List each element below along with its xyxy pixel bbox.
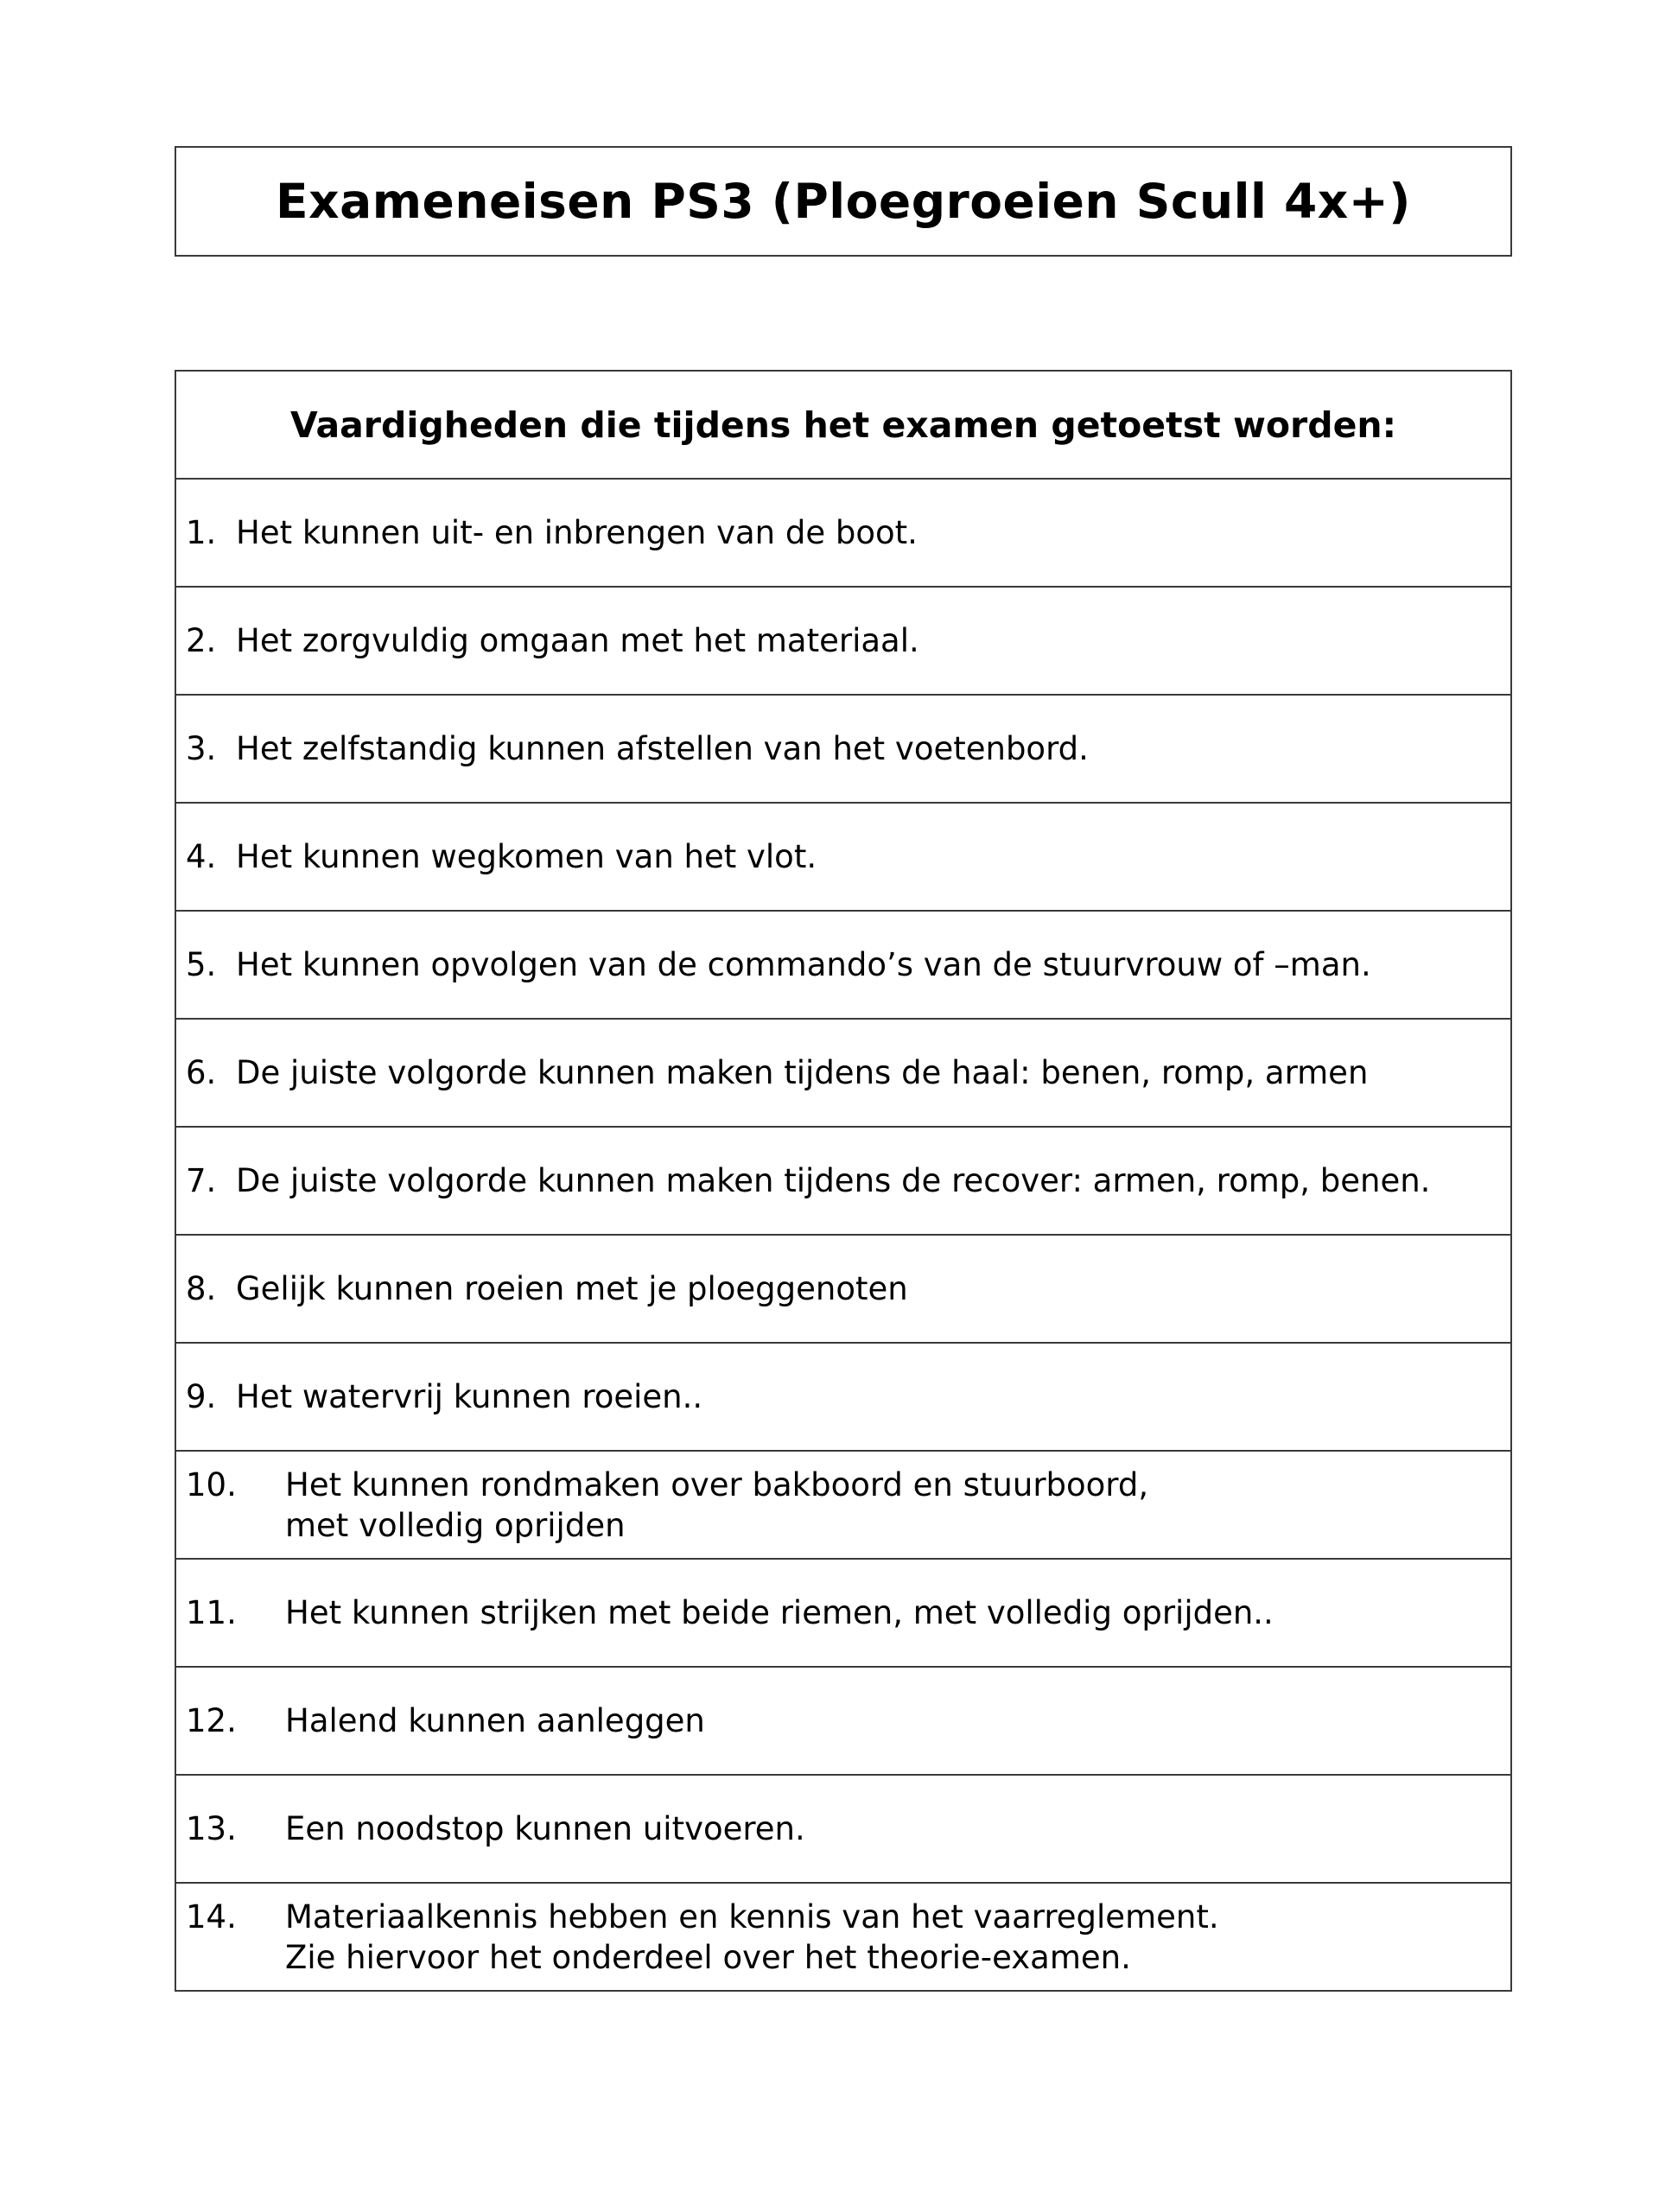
table-row xyxy=(175,911,1511,1019)
table-cell xyxy=(175,479,1511,587)
item-text: Het watervrij kunnen roeien.. xyxy=(236,1378,703,1415)
table-cell xyxy=(175,911,1511,1019)
table-cell xyxy=(175,587,1511,695)
item-number: 12. xyxy=(186,1702,237,1739)
table-row xyxy=(175,695,1511,803)
item-text: Het zorgvuldig omgaan met het materiaal. xyxy=(236,622,919,659)
skills-table xyxy=(175,370,1512,1992)
table-cell xyxy=(175,1883,1511,1991)
table-cell xyxy=(175,1775,1511,1883)
table-row xyxy=(175,479,1511,587)
item-number: 9. xyxy=(186,1378,217,1415)
item-text: De juiste volgorde kunnen maken tijdens de recover: armen, romp, benen. xyxy=(236,1162,1431,1199)
item-number: 7. xyxy=(186,1162,217,1199)
table-cell xyxy=(175,1235,1511,1343)
title-box xyxy=(175,146,1512,257)
item-text: De juiste volgorde kunnen maken tijdens de haal: benen, romp, armen xyxy=(236,1054,1369,1091)
table-cell xyxy=(175,695,1511,803)
item-text: Het kunnen wegkomen van het vlot. xyxy=(236,838,817,875)
table-cell xyxy=(175,1019,1511,1127)
table-row xyxy=(175,1667,1511,1775)
table-cell xyxy=(175,1343,1511,1451)
table-row xyxy=(175,587,1511,695)
table-cell xyxy=(175,1667,1511,1775)
item-number: 2. xyxy=(186,622,217,659)
item-number: 3. xyxy=(186,730,217,767)
item-text: Materiaalkennis hebben en kennis van het vaarreglement. Zie hiervoor het onderdeel over het theorie-examen. xyxy=(285,1897,1219,1976)
item-text: Gelijk kunnen roeien met je ploeggenoten xyxy=(236,1270,908,1307)
item-text: Het kunnen opvolgen van de commando’s van de stuurvrouw of –man. xyxy=(236,946,1371,983)
table-row xyxy=(175,1883,1511,1991)
table-row xyxy=(175,1343,1511,1451)
document-title: Exameneisen PS3 (Ploegroeien Scull 4x+) xyxy=(276,174,1411,229)
item-text: Het zelfstandig kunnen afstellen van het voetenbord. xyxy=(236,730,1089,767)
item-text: Het kunnen rondmaken over bakboord en stuurboord, met volledig oprijden xyxy=(285,1465,1149,1544)
table-row xyxy=(175,1235,1511,1343)
item-number: 11. xyxy=(186,1594,237,1631)
item-text: Het kunnen strijken met beide riemen, met volledig oprijden.. xyxy=(285,1594,1274,1631)
table-cell xyxy=(175,1451,1511,1559)
table-header-row xyxy=(175,371,1511,479)
item-number: 14. xyxy=(186,1897,237,1936)
item-number: 8. xyxy=(186,1270,217,1307)
item-number: 6. xyxy=(186,1054,217,1091)
item-text: Het kunnen uit- en inbrengen van de boot. xyxy=(236,514,918,551)
table-cell xyxy=(175,1559,1511,1667)
table-row xyxy=(175,1775,1511,1883)
item-text: Een noodstop kunnen uitvoeren. xyxy=(285,1810,805,1847)
table-row xyxy=(175,1127,1511,1235)
item-number: 5. xyxy=(186,946,217,983)
table-row xyxy=(175,1019,1511,1127)
table-row xyxy=(175,1451,1511,1559)
table-row xyxy=(175,1559,1511,1667)
item-number: 10. xyxy=(186,1465,237,1503)
table-cell xyxy=(175,1127,1511,1235)
table-row xyxy=(175,803,1511,911)
table-cell xyxy=(175,803,1511,911)
item-number: 4. xyxy=(186,838,217,875)
item-number: 13. xyxy=(186,1810,237,1847)
table-header: Vaardigheden die tijdens het examen getoetst worden: xyxy=(175,371,1511,479)
item-number: 1. xyxy=(186,514,217,551)
item-text: Halend kunnen aanleggen xyxy=(285,1702,705,1739)
